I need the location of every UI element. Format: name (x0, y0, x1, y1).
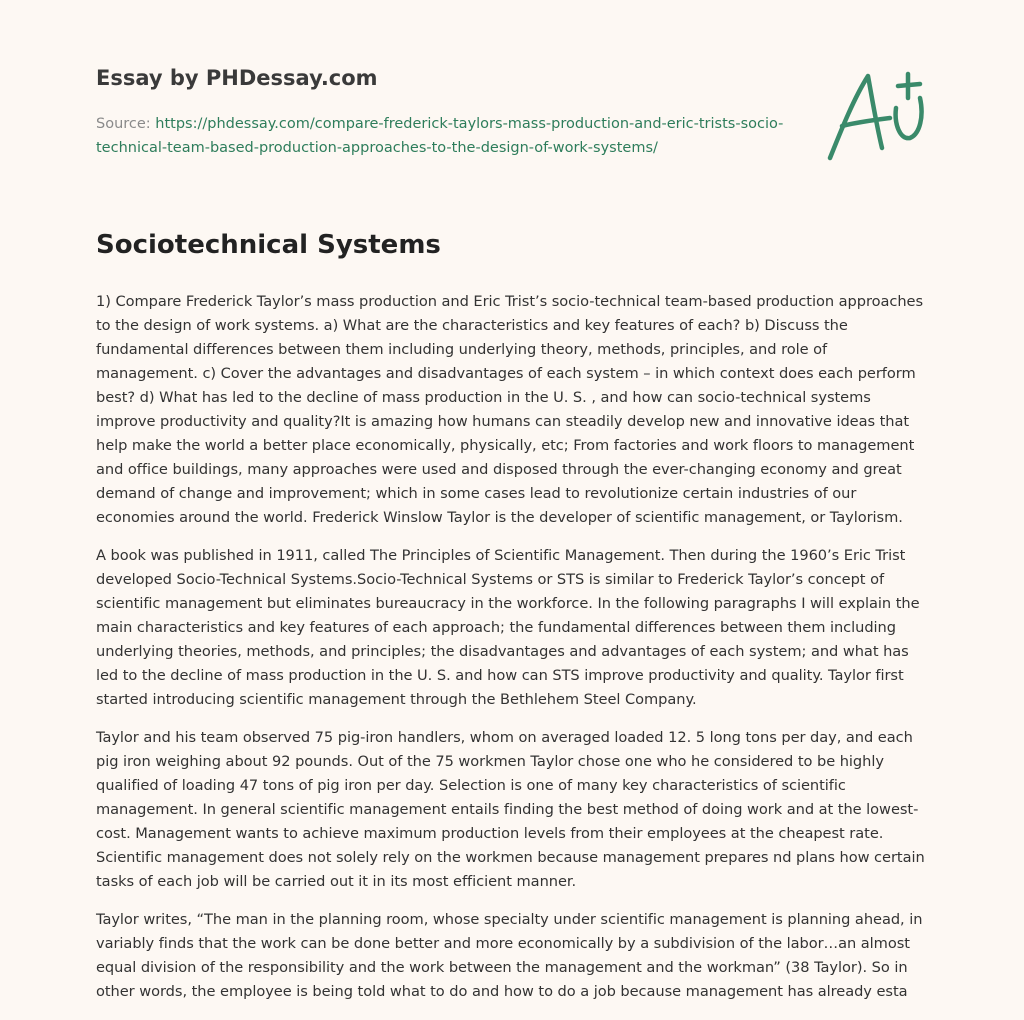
paragraph-3: Taylor and his team observed 75 pig-iron handlers, whom on averaged loaded 12. 5 long tons per day, and each pig iron weighing about 92 pounds. Out of the 75 workmen Taylor chose one who he considered to be highly qualified of loading 47 tons of pig iron per day. Selection is one of many key characteristics of scientific management. In general scientific management entails finding the best method of doing work and at the lowest-cost. Management wants to achieve maximum production levels from their employees at the cheapest rate. Scientific management does not solely rely on the workmen because management prepares nd plans how certain tasks of each job will be carried out it in its most efficient manner. (96, 729, 925, 890)
paragraph-1: 1) Compare Frederick Taylor’s mass production and Eric Trist’s socio-technical team-based production approaches to the design of work systems. a) What are the characteristics and key features of each? b) Discuss the fundamental differences between them including underlying theory, methods, principles, and role of management. c) Cover the advantages and disadvantages of each system – in which context does each perform best? d) What has led to the decline of mass production in the U. S. , and how can socio-technical systems improve productivity and quality?It is amazing how humans can steadily develop new and innovative ideas that help make the world a better place economically, physically, etc; From factories and work floors to management and office buildings, many approaches were used and disposed through the ever-changing economy and great demand of change and improvement; which in some cases lead to revolutionize certain industries of our economies around the world. Frederick Winslow Taylor is the developer of scientific management, or Taylorism. (96, 293, 924, 526)
article (96, 226, 932, 1018)
paragraph-4: Taylor writes, “The man in the planning room, whose specialty under scientific management is planning ahead, in variably finds that the work can be done better and more economically by a subdivision of the labor…an almost equal division of the responsibility and the work between the management and the workman” (38 Taylor). So in other words, the employee is being told what to do and how to do a job because management has already esta (96, 911, 923, 1000)
article-title: Sociotechnical Systems (96, 230, 441, 260)
source-label: Source: (96, 116, 151, 132)
source-link[interactable]: https://phdessay.com/compare-frederick-taylors-mass-production-and-eric-trists-socio-technical-team-based-production-approaches-to-the-design-of-work-systems/ (96, 116, 784, 156)
source-line (96, 112, 796, 160)
page-header (96, 64, 796, 160)
a-plus-grade-icon (820, 68, 930, 168)
site-title: Essay by PHDessay.com (96, 66, 378, 90)
paragraph-2: A book was published in 1911, called The Principles of Scientific Management. Then during the 1960’s Eric Trist developed Socio-Technical Systems.Socio-Technical Systems or STS is similar to Frederick Taylor’s concept of scientific management but eliminates bureaucracy in the workforce. In the following paragraphs I will explain the main characteristics and key features of each approach; the fundamental differences between them including underlying theories, methods, and principles; the disadvantages and advantages of each system; and what has led to the decline of mass production in the U. S. and how can STS improve productivity and quality. Taylor first started introducing scientific management through the Bethlehem Steel Company. (96, 547, 920, 708)
